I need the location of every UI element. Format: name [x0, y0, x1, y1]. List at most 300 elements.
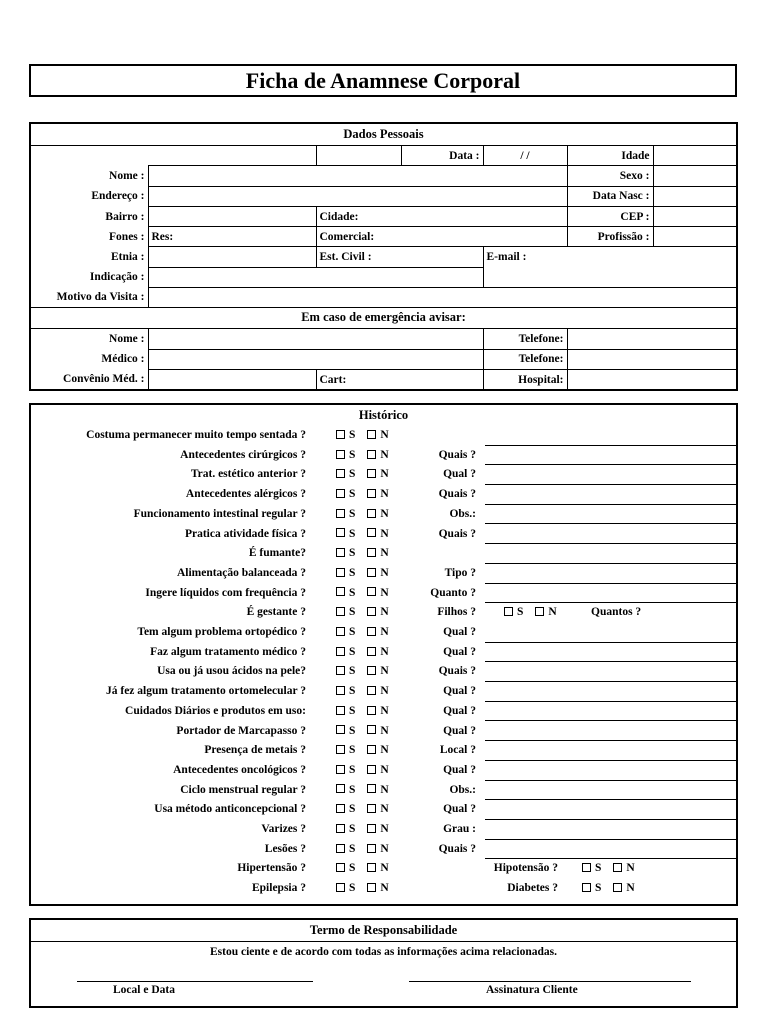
nao-option[interactable]: [367, 488, 388, 500]
historico-row: [31, 623, 736, 643]
historico-question: Varizes ?: [261, 823, 306, 835]
sim-option[interactable]: [336, 429, 355, 441]
sim-option[interactable]: [336, 508, 355, 520]
nao-option[interactable]: [367, 882, 388, 894]
historico-heading: Histórico: [358, 408, 409, 422]
checkbox-icon[interactable]: [367, 430, 376, 439]
checkbox-label: S: [349, 527, 356, 540]
checkbox-icon[interactable]: [336, 863, 345, 872]
form-title: Ficha de Anamnese Corporal: [29, 64, 737, 97]
secondary-nao-option[interactable]: [613, 882, 634, 894]
checkbox-icon[interactable]: [367, 686, 376, 695]
checkbox-icon[interactable]: [613, 883, 622, 892]
checkbox-label: S: [349, 783, 356, 796]
historico-row: [31, 879, 736, 899]
idade-label: Idade: [567, 146, 653, 166]
comercial-label: Comercial:: [319, 230, 375, 243]
checkbox-label: S: [349, 842, 356, 855]
historico-sub-label: Qual ?: [443, 803, 476, 816]
nao-option[interactable]: [367, 764, 388, 776]
historico-question: Lesões ?: [264, 842, 306, 855]
yes-no-group: [336, 843, 389, 855]
historico-question: Antecedentes cirúrgicos ?: [180, 448, 306, 461]
historico-question: Portador de Marcapasso ?: [176, 724, 306, 737]
historico-sub-label: Grau :: [443, 823, 476, 835]
res-label: Res:: [151, 230, 174, 243]
sexo-label: Sexo :: [567, 166, 653, 186]
sim-option[interactable]: [336, 744, 355, 756]
fone-res-field[interactable]: [148, 227, 316, 247]
checkbox-icon[interactable]: [336, 587, 345, 596]
historico-question: Usa método anticoncepcional ?: [154, 803, 306, 816]
nao-option[interactable]: [367, 862, 388, 874]
nao-option[interactable]: [367, 547, 388, 559]
yes-no-group: [336, 567, 389, 579]
checkbox-label: N: [380, 507, 389, 520]
checkbox-label: S: [349, 448, 356, 461]
historico-row: [31, 584, 736, 604]
secondary-yes-no-group: [582, 882, 635, 894]
historico-question: Epilepsia ?: [251, 882, 306, 895]
secondary-sim-option[interactable]: [582, 862, 601, 874]
checkbox-icon[interactable]: [367, 627, 376, 636]
checkbox-label: N: [380, 744, 389, 757]
checkbox-icon[interactable]: [367, 469, 376, 478]
historico-row: [31, 564, 736, 584]
yes-no-group: [336, 547, 389, 559]
checkbox-icon[interactable]: [367, 587, 376, 596]
medico-field[interactable]: [148, 349, 483, 369]
checkbox-label: N: [380, 586, 389, 599]
checkbox-label: S: [349, 882, 356, 895]
sim-option[interactable]: [336, 764, 355, 776]
dados-pessoais-heading: Dados Pessoais: [31, 124, 736, 146]
checkbox-label: S: [349, 566, 356, 579]
fones-label: Fones :: [109, 230, 145, 243]
historico-sub-label: Local ?: [439, 744, 476, 757]
endereco-field[interactable]: [148, 186, 567, 206]
sim-option[interactable]: [336, 882, 355, 894]
sim-option[interactable]: [336, 803, 355, 815]
checkbox-icon[interactable]: [336, 784, 345, 793]
date-field[interactable]: / /: [483, 146, 567, 166]
checkbox-icon[interactable]: [367, 804, 376, 813]
nome-label: Nome :: [109, 169, 145, 182]
data-nasc-field[interactable]: [653, 186, 736, 206]
checkbox-icon[interactable]: [336, 804, 345, 813]
checkbox-icon[interactable]: [336, 666, 345, 675]
secondary-sim-option[interactable]: [582, 882, 601, 894]
termo-heading: Termo de Responsabilidade: [31, 920, 736, 942]
hospital-label: Hospital:: [483, 369, 567, 389]
sim-option[interactable]: [336, 843, 355, 855]
checkbox-label: N: [380, 645, 389, 658]
historico-row: [31, 465, 736, 485]
data-nasc-label: Data Nasc :: [567, 186, 653, 206]
checkbox-icon[interactable]: [336, 450, 345, 459]
historico-row: [31, 446, 736, 466]
checkbox-icon[interactable]: [367, 765, 376, 774]
sexo-field[interactable]: [653, 166, 736, 186]
historico-question: Funcionamento intestinal regular ?: [133, 507, 306, 520]
checkbox-icon[interactable]: [336, 469, 345, 478]
checkbox-label: N: [380, 626, 389, 638]
checkbox-icon[interactable]: [367, 844, 376, 853]
checkbox-icon[interactable]: [367, 568, 376, 577]
idade-field[interactable]: [653, 146, 736, 166]
checkbox-icon[interactable]: [336, 548, 345, 557]
sim-option[interactable]: [336, 547, 355, 559]
checkbox-icon[interactable]: [336, 765, 345, 774]
local-data-line[interactable]: [77, 981, 313, 982]
checkbox-label: S: [349, 744, 356, 757]
historico-row: [31, 781, 736, 801]
yes-no-group: [336, 606, 389, 618]
checkbox-label: N: [380, 665, 389, 678]
checkbox-icon[interactable]: [367, 824, 376, 833]
secondary-nao-option[interactable]: [613, 862, 634, 874]
historico-row: [31, 722, 736, 742]
telefone1-label: Telefone:: [483, 329, 567, 349]
telefone1-field[interactable]: [567, 329, 736, 349]
emergencia-heading: Em caso de emergência avisar:: [31, 307, 736, 329]
checkbox-icon[interactable]: [336, 883, 345, 892]
checkbox-label: N: [548, 606, 557, 619]
checkbox-label: S: [517, 606, 524, 619]
checkbox-label: S: [349, 803, 356, 816]
local-data-label: Local e Data: [113, 984, 175, 996]
checkbox-icon[interactable]: [336, 509, 345, 518]
checkbox-icon[interactable]: [367, 706, 376, 715]
historico-question: Já fez algum tratamento ortomelecular ?: [105, 685, 306, 698]
checkbox-icon[interactable]: [336, 844, 345, 853]
yes-no-group: [336, 685, 389, 697]
checkbox-icon[interactable]: [367, 450, 376, 459]
checkbox-label: N: [380, 823, 389, 835]
checkbox-icon[interactable]: [336, 745, 345, 754]
historico-row: [31, 505, 736, 525]
convenio-field[interactable]: [148, 369, 316, 389]
sim-option[interactable]: [336, 665, 355, 677]
bairro-label: Bairro :: [105, 210, 145, 223]
checkbox-label: S: [595, 862, 602, 875]
sim-option[interactable]: [336, 685, 355, 697]
nao-option[interactable]: [367, 449, 388, 461]
checkbox-label: S: [349, 645, 356, 658]
sim-option[interactable]: [336, 646, 355, 658]
est-civil-field[interactable]: [316, 247, 483, 267]
checkbox-icon[interactable]: [367, 548, 376, 557]
historico-row: [31, 485, 736, 505]
checkbox-icon[interactable]: [613, 863, 622, 872]
checkbox-label: S: [349, 685, 356, 698]
yes-no-group: [336, 744, 389, 756]
nao-option[interactable]: [367, 665, 388, 677]
nao-option[interactable]: [367, 725, 388, 737]
nao-option[interactable]: [367, 744, 388, 756]
convenio-label: Convênio Méd. :: [63, 373, 145, 386]
historico-row: [31, 800, 736, 820]
historico-question: É gestante ?: [246, 606, 306, 619]
email-label: E-mail :: [486, 251, 527, 264]
historico-section: [29, 403, 738, 906]
termo-text: Estou ciente e de acordo com todas as informações acima relacionadas.: [210, 946, 557, 958]
historico-row: [31, 761, 736, 781]
checkbox-icon[interactable]: [535, 607, 544, 616]
yes-no-group: [336, 528, 389, 540]
yes-no-group: [336, 508, 389, 520]
checkbox-label: N: [380, 704, 389, 717]
hospital-field[interactable]: [567, 369, 736, 389]
historico-row: [31, 643, 736, 663]
historico-row: [31, 820, 736, 840]
checkbox-label: N: [380, 685, 389, 698]
checkbox-label: N: [380, 468, 389, 481]
yes-no-group: [336, 764, 389, 776]
historico-row: [31, 603, 736, 623]
yes-no-group: [336, 862, 389, 874]
medico-label: Médico :: [101, 353, 145, 366]
checkbox-label: N: [380, 527, 389, 540]
sim-option[interactable]: [336, 823, 355, 835]
checkbox-icon[interactable]: [336, 686, 345, 695]
historico-question: Usa ou já usou ácidos na pele?: [157, 665, 306, 678]
yes-no-group: [336, 587, 389, 599]
emerg-nome-field[interactable]: [148, 329, 483, 349]
nao-option[interactable]: [367, 606, 388, 618]
nao-option[interactable]: [367, 508, 388, 520]
historico-question: Ciclo menstrual regular ?: [180, 783, 306, 796]
checkbox-icon[interactable]: [367, 863, 376, 872]
indicacao-field[interactable]: [148, 267, 483, 287]
nao-option[interactable]: [367, 823, 388, 835]
nao-option[interactable]: [367, 587, 388, 599]
filhos-sim-option[interactable]: [504, 606, 523, 618]
data-label: Data :: [401, 146, 483, 166]
checkbox-label: N: [380, 606, 389, 619]
checkbox-label: S: [349, 586, 356, 599]
historico-sub-label: Qual ?: [443, 763, 476, 776]
checkbox-icon[interactable]: [367, 745, 376, 754]
historico-sub-label: Filhos ?: [437, 606, 476, 619]
sim-option[interactable]: [336, 862, 355, 874]
yes-no-group: [336, 646, 389, 658]
historico-question: Faz algum tratamento médico ?: [150, 645, 306, 658]
sim-option[interactable]: [336, 567, 355, 579]
checkbox-icon[interactable]: [336, 706, 345, 715]
nao-option[interactable]: [367, 626, 388, 638]
sim-option[interactable]: [336, 606, 355, 618]
checkbox-icon[interactable]: [582, 863, 591, 872]
checkbox-label: S: [349, 823, 356, 835]
checkbox-label: S: [349, 507, 356, 520]
historico-question: Antecedentes alérgicos ?: [185, 488, 306, 501]
historico-row: [31, 682, 736, 702]
telefone2-label: Telefone:: [483, 349, 567, 369]
historico-question: É fumante?: [248, 547, 306, 560]
checkbox-icon[interactable]: [336, 607, 345, 616]
dados-pessoais-table: [31, 146, 736, 307]
historico-question: Costuma permanecer muito tempo sentada ?: [86, 429, 306, 441]
checkbox-icon[interactable]: [336, 528, 345, 537]
historico-sub-label: Quais ?: [438, 665, 476, 678]
endereco-label: Endereço :: [91, 190, 145, 203]
historico-sub-label: Qual ?: [443, 645, 476, 658]
sim-option[interactable]: [336, 449, 355, 461]
assinatura-label: Assinatura Cliente: [486, 984, 578, 996]
checkbox-label: S: [349, 665, 356, 678]
nao-option[interactable]: [367, 784, 388, 796]
historico-sub-label: Quais ?: [438, 842, 476, 855]
sim-option[interactable]: [336, 725, 355, 737]
historico-row: [31, 544, 736, 564]
emergencia-table: [31, 329, 736, 389]
nao-option[interactable]: [367, 705, 388, 717]
nao-option[interactable]: [367, 468, 388, 480]
checkbox-icon[interactable]: [336, 568, 345, 577]
historico-row: [31, 859, 736, 879]
checkbox-label: S: [349, 547, 356, 560]
checkbox-icon[interactable]: [367, 784, 376, 793]
bairro-field[interactable]: [148, 206, 316, 226]
sim-option[interactable]: [336, 468, 355, 480]
historico-sub-label: Hipotensão ?: [493, 862, 558, 875]
historico-row: [31, 662, 736, 682]
nao-option[interactable]: [367, 843, 388, 855]
historico-sub-label: Quais ?: [438, 527, 476, 540]
checkbox-label: N: [380, 842, 389, 855]
historico-sub-label: Qual ?: [443, 724, 476, 737]
fone-comercial-field[interactable]: [316, 227, 567, 247]
cidade-label: Cidade:: [319, 210, 359, 223]
nao-option[interactable]: [367, 567, 388, 579]
checkbox-icon[interactable]: [367, 725, 376, 734]
checkbox-icon[interactable]: [367, 666, 376, 675]
nao-option[interactable]: [367, 528, 388, 540]
checkbox-icon[interactable]: [367, 528, 376, 537]
historico-sub-label: Qual ?: [443, 626, 476, 638]
checkbox-icon[interactable]: [336, 824, 345, 833]
checkbox-icon[interactable]: [336, 647, 345, 656]
checkbox-label: S: [349, 429, 356, 441]
historico-question: Ingere líquidos com frequência ?: [145, 586, 306, 599]
checkbox-icon[interactable]: [336, 430, 345, 439]
cep-label: CEP :: [567, 206, 653, 226]
nao-option[interactable]: [367, 685, 388, 697]
checkbox-icon[interactable]: [367, 883, 376, 892]
sim-option[interactable]: [336, 784, 355, 796]
nao-option[interactable]: [367, 646, 388, 658]
checkbox-icon[interactable]: [367, 509, 376, 518]
sim-option[interactable]: [336, 587, 355, 599]
checkbox-label: N: [380, 763, 389, 776]
checkbox-label: N: [380, 803, 389, 816]
checkbox-label: S: [349, 626, 356, 638]
checkbox-icon[interactable]: [336, 725, 345, 734]
cidade-field[interactable]: [316, 206, 567, 226]
cep-field[interactable]: [653, 206, 736, 226]
sim-option[interactable]: [336, 705, 355, 717]
cart-field[interactable]: [316, 369, 483, 389]
nao-option[interactable]: [367, 429, 388, 441]
historico-row: [31, 426, 736, 446]
cart-label: Cart:: [319, 373, 347, 386]
sim-option[interactable]: [336, 528, 355, 540]
nao-option[interactable]: [367, 803, 388, 815]
filhos-nao-option[interactable]: [535, 606, 556, 618]
checkbox-label: N: [380, 783, 389, 796]
historico-row: [31, 741, 736, 761]
profissao-field[interactable]: [653, 227, 736, 247]
est-civil-label: Est. Civil :: [319, 251, 372, 264]
historico-sub-label: Qual ?: [443, 468, 476, 481]
checkbox-label: S: [349, 488, 356, 501]
checkbox-icon[interactable]: [336, 489, 345, 498]
checkbox-label: S: [349, 704, 356, 717]
historico-sub-label: Diabetes ?: [507, 882, 558, 895]
checkbox-label: S: [349, 763, 356, 776]
checkbox-label: S: [349, 862, 356, 875]
yes-no-group: [336, 882, 389, 894]
historico-list: [31, 426, 736, 904]
motivo-field[interactable]: [148, 288, 736, 308]
yes-no-group: [336, 626, 389, 638]
historico-row: [31, 525, 736, 545]
historico-sub-label: Obs.:: [449, 783, 476, 796]
email-field[interactable]: [483, 247, 736, 267]
filhos-yes-no-group: [504, 606, 557, 618]
historico-sub-label: Quais ?: [438, 488, 476, 501]
etnia-label: Etnia :: [110, 251, 145, 264]
checkbox-label: N: [380, 448, 389, 461]
checkbox-label: N: [380, 429, 389, 441]
telefone2-field[interactable]: [567, 349, 736, 369]
yes-no-group: [336, 803, 389, 815]
sim-option[interactable]: [336, 488, 355, 500]
yes-no-group: [336, 823, 389, 835]
checkbox-icon[interactable]: [504, 607, 513, 616]
historico-sub-label: Quanto ?: [430, 586, 476, 599]
checkbox-label: N: [380, 882, 389, 895]
historico-question: Hipertensão ?: [237, 862, 306, 875]
checkbox-label: S: [595, 882, 602, 895]
dados-pessoais-section: [29, 122, 738, 391]
assinatura-line[interactable]: [409, 981, 691, 982]
checkbox-icon[interactable]: [367, 607, 376, 616]
checkbox-label: N: [380, 566, 389, 579]
etnia-field[interactable]: [148, 247, 316, 267]
checkbox-icon[interactable]: [367, 647, 376, 656]
historico-question: Alimentação balanceada ?: [176, 566, 306, 579]
nome-field[interactable]: [148, 166, 567, 186]
yes-no-group: [336, 784, 389, 796]
sim-option[interactable]: [336, 626, 355, 638]
historico-sub-label: Quais ?: [438, 448, 476, 461]
indicacao-label: Indicação :: [89, 271, 145, 284]
historico-question: Pratica atividade física ?: [184, 527, 306, 540]
yes-no-group: [336, 725, 389, 737]
checkbox-icon[interactable]: [367, 489, 376, 498]
historico-sub-label: Obs.:: [449, 507, 476, 520]
checkbox-label: N: [380, 724, 389, 737]
checkbox-label: S: [349, 724, 356, 737]
checkbox-icon[interactable]: [582, 883, 591, 892]
motivo-label: Motivo da Visita :: [56, 291, 145, 304]
historico-sub-label: Tipo ?: [444, 566, 476, 579]
profissao-label: Profissão :: [567, 227, 653, 247]
checkbox-label: N: [380, 862, 389, 875]
checkbox-icon[interactable]: [336, 627, 345, 636]
